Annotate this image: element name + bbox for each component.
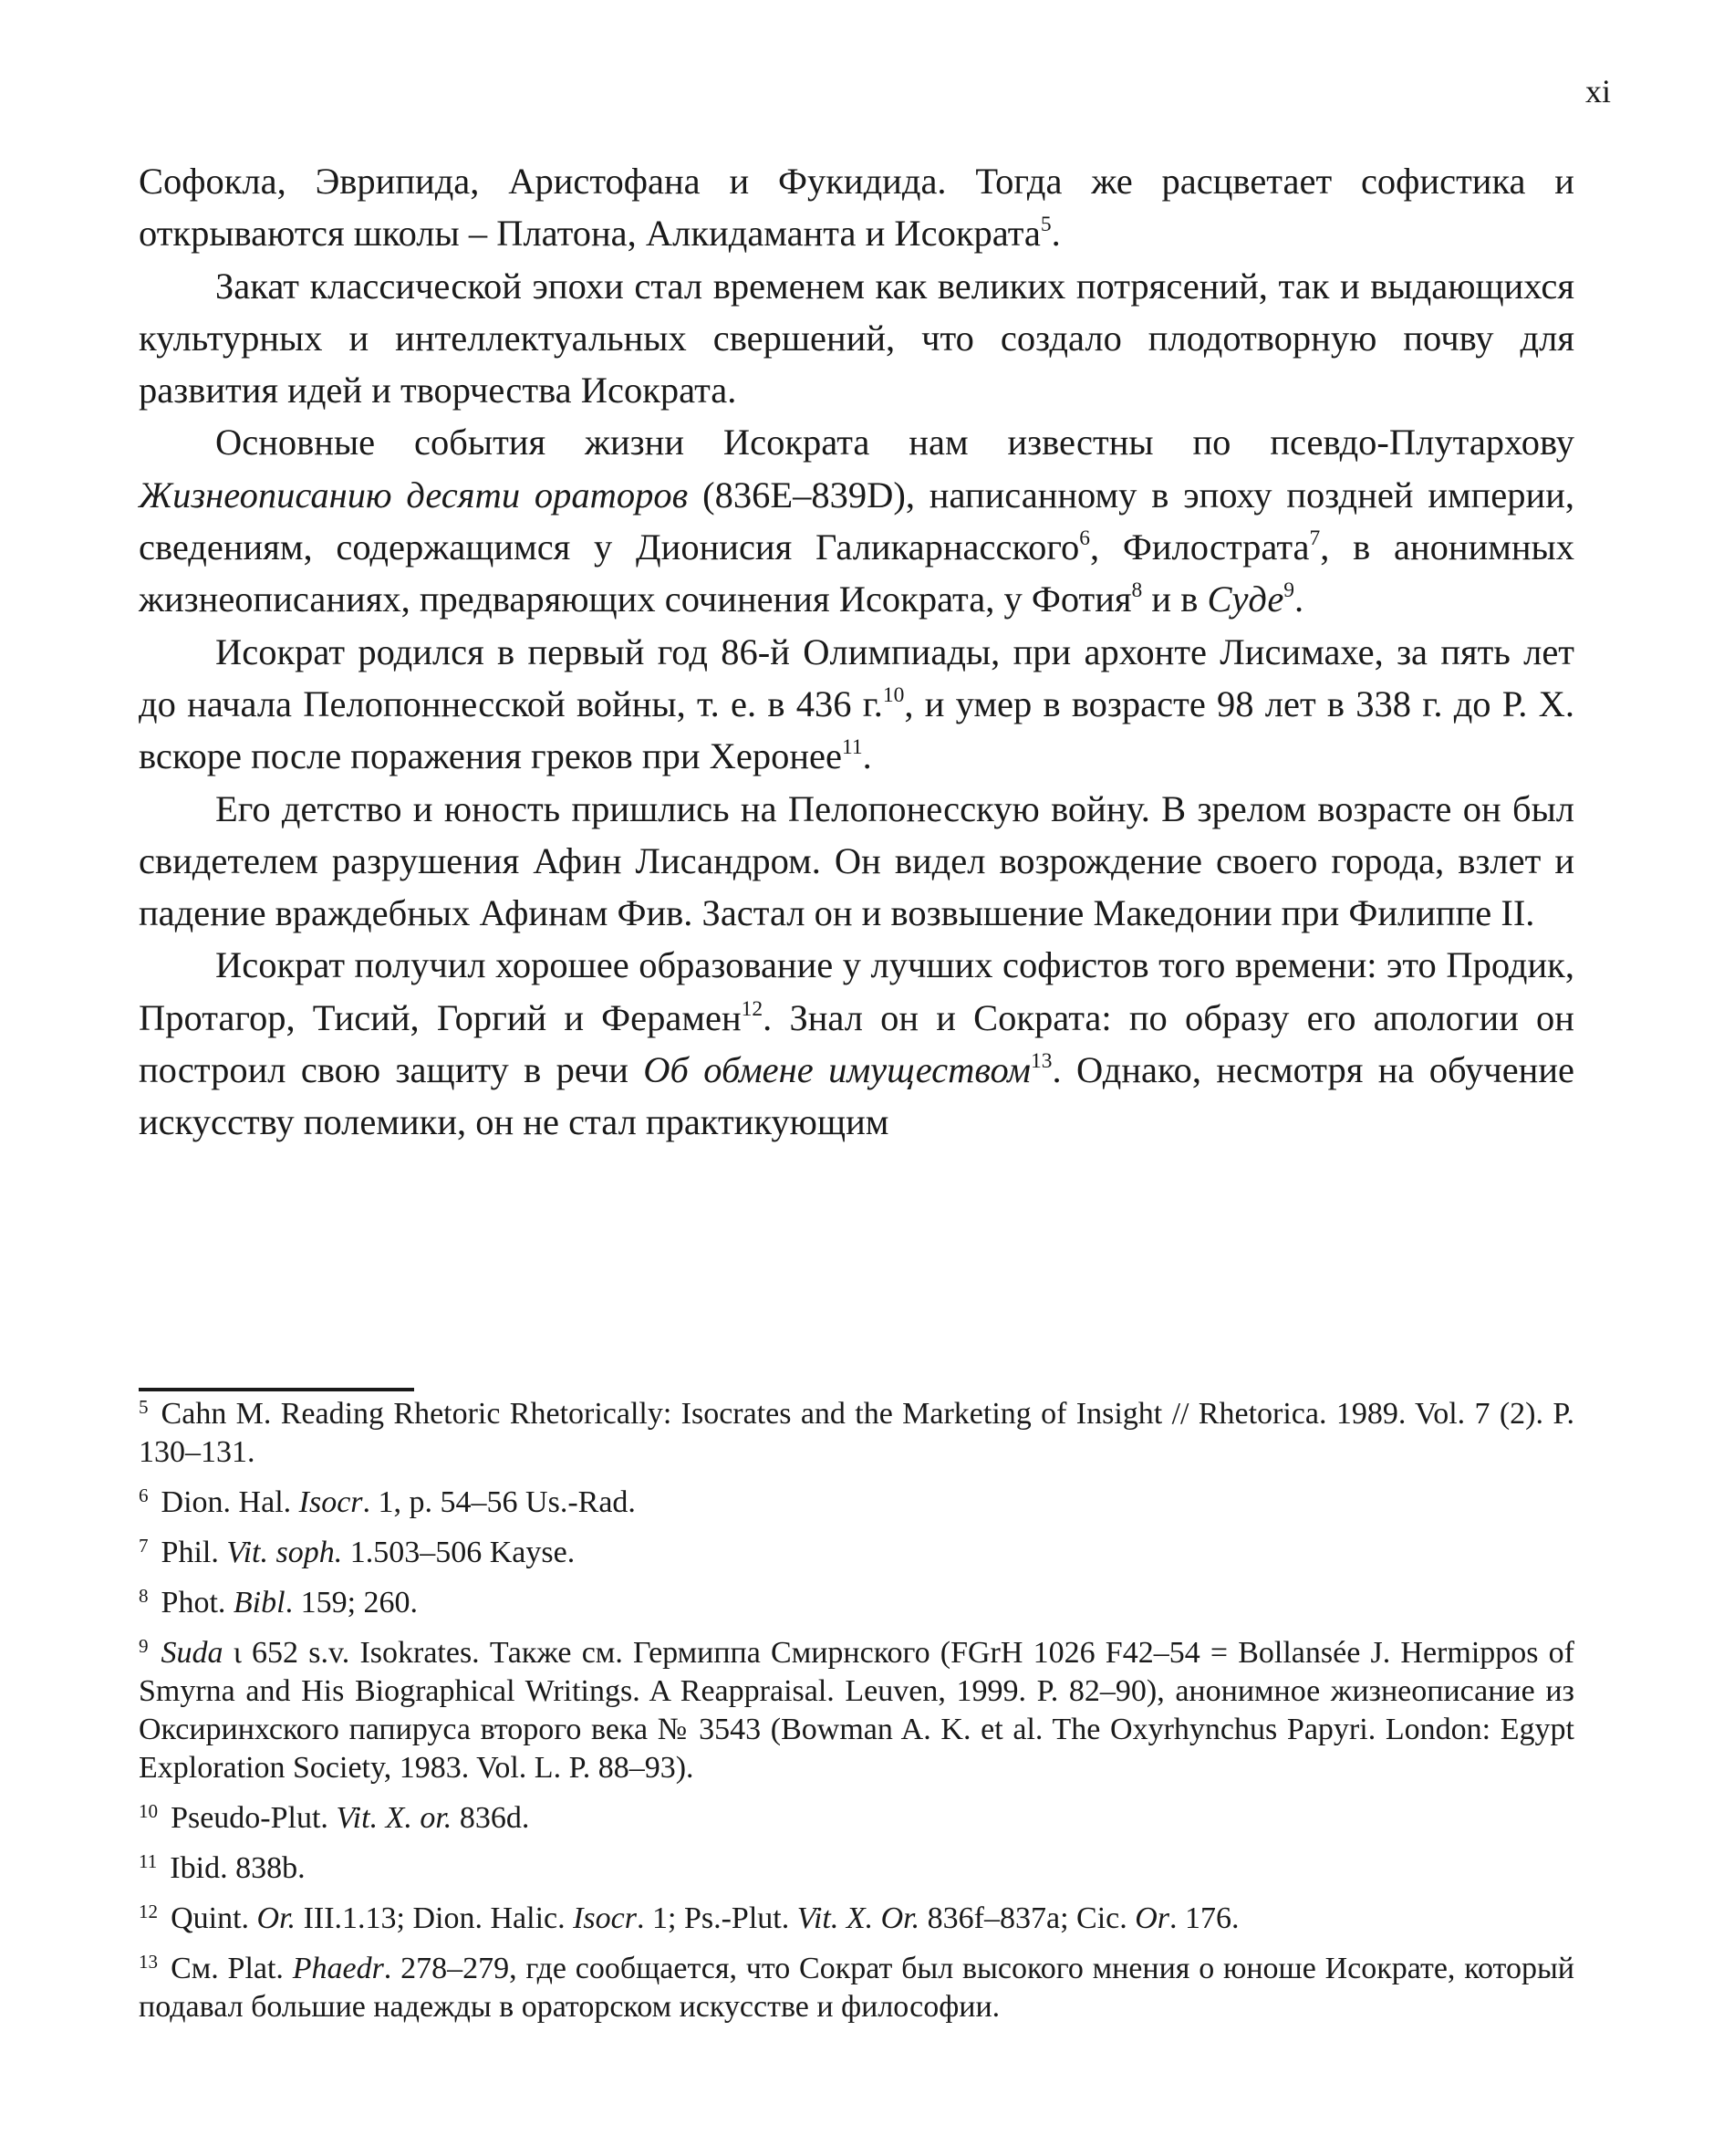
footnote-text: Phot. bbox=[161, 1586, 234, 1620]
footnote bbox=[139, 1799, 1574, 1838]
paragraph-text: . bbox=[862, 735, 872, 777]
footnote-italic-text: Isocr bbox=[573, 1901, 637, 1935]
footnote-italic-text: Vit. soph. bbox=[226, 1536, 343, 1569]
paragraph bbox=[139, 155, 1574, 260]
footnote-italic-text: Or. bbox=[256, 1901, 296, 1935]
footnote-number: 6 bbox=[139, 1484, 149, 1507]
paragraph-text: , в анонимных жизнеописаниях, предваряющих сочинения Исократа, у Фотия bbox=[139, 526, 1575, 620]
page-number: xi bbox=[1584, 73, 1611, 109]
paragraph bbox=[139, 626, 1574, 783]
footnote bbox=[139, 1634, 1574, 1787]
footnote bbox=[139, 1584, 1574, 1622]
footnote-italic-text: Or bbox=[1135, 1901, 1170, 1935]
paragraph-footnote-ref: 13 bbox=[1031, 1049, 1053, 1074]
footnote-number: 10 bbox=[139, 1800, 159, 1823]
paragraph-footnote-ref: 8 bbox=[1131, 578, 1143, 603]
paragraph-text: . bbox=[1051, 213, 1061, 255]
footnote bbox=[139, 1950, 1574, 2026]
footnote-text: См. Plat. bbox=[171, 1952, 293, 1985]
footnote-text: 836f–837a; Cic. bbox=[919, 1901, 1136, 1935]
paragraph-text: и в bbox=[1142, 578, 1208, 620]
footnote-text: III.1.13; Dion. Halic. bbox=[296, 1901, 574, 1935]
footnote bbox=[139, 1395, 1574, 1472]
paragraph-footnote-ref: 9 bbox=[1283, 578, 1295, 603]
paragraph-text: , и умер в возрасте 98 лет в 338 г. до Р. Х. вскоре после поражения греков при Херонее bbox=[139, 682, 1574, 777]
footnote-italic-text: Vit. X. Or. bbox=[796, 1901, 920, 1935]
footnote-text: Phil. bbox=[161, 1536, 227, 1569]
footnote-text: Quint. bbox=[171, 1901, 257, 1935]
footnote-text: Cahn M. Reading Rhetoric Rhetorically: Isocrates and the Marketing of Insight // Rhetorica. 1989. Vol. 7 (2). P. 130–131. bbox=[139, 1397, 1574, 1469]
footnote-number: 9 bbox=[139, 1635, 149, 1658]
footnote bbox=[139, 1534, 1574, 1572]
footnote-text: . 1; Ps.-Plut. bbox=[637, 1901, 797, 1935]
paragraph-text: (836E–839D), написанному в эпоху поздней империи, сведениям, содержащимся у Дионисия Галикарнасского bbox=[139, 474, 1574, 568]
footnote-number: 5 bbox=[139, 1396, 149, 1419]
paragraph-text: Исократ родился в первый год 86-й Олимпиады, при архонте Лисимахе, за пять лет до начала Пелопоннесской войны, т. е. в 436 г. bbox=[139, 630, 1574, 724]
paragraph-text: . bbox=[1294, 578, 1304, 620]
paragraph-footnote-ref: 12 bbox=[741, 996, 763, 1021]
footnote bbox=[139, 1900, 1574, 1938]
paragraph-footnote-ref: 6 bbox=[1079, 526, 1090, 551]
paragraph-text: . Однако, несмотря на обучение искусству полемики, он не стал практикующим bbox=[139, 1049, 1574, 1143]
paragraph-text: Основные события жизни Исократа нам известны по псевдо-Плутархову bbox=[215, 422, 1574, 463]
footnote-text: Pseudo-Plut. bbox=[171, 1801, 337, 1835]
paragraph-text: Его детство и юность пришлись на Пелопонесскую войну. В зрелом возрасте он был свидетелем разрушения Афин Лисандром. Он видел возрождение своего города, взлет и падение враждебных Афинам Фив. Застал он и возвышение Македонии при Филиппе II. bbox=[139, 787, 1574, 934]
footnote bbox=[139, 1484, 1574, 1522]
main-text bbox=[139, 155, 1574, 1149]
footnote-text: . 159; 260. bbox=[285, 1586, 419, 1620]
paragraph-text: Софокла, Эврипида, Аристофана и Фукидида. Тогда же расцветает софистика и открываются школы – Платона, Алкидаманта и Исократа bbox=[139, 161, 1574, 255]
paragraph-text: , Филострата bbox=[1089, 526, 1310, 568]
footnote-text: . 1, p. 54–56 Us.-Rad. bbox=[362, 1485, 636, 1519]
footnote bbox=[139, 1849, 1574, 1888]
footnote-italic-text: Isocr bbox=[298, 1485, 363, 1519]
paragraph bbox=[139, 260, 1574, 417]
paragraph-italic-text: Жизнеописанию десяти ораторов bbox=[139, 474, 689, 516]
footnote-number: 7 bbox=[139, 1535, 149, 1557]
footnote-text: ι 652 s.v. Isokrates. Также см. Гермиппа Смирнского (FGrH 1026 F42–54 = Bollansée J. Hermippos of Smyrna and His Biographical Writings. A Reappraisal. Leuven, 1999. P. 82–90), анонимное жизнеописание из Оксиринхского папируса второго века № 3543 (Bowman A. K. et al. The Oxyrhynchus Papyri. London: Egypt Exploration Society, 1983. Vol. L. P. 88–93). bbox=[139, 1636, 1574, 1785]
paragraph-footnote-ref: 5 bbox=[1040, 213, 1052, 237]
footnote-text: Dion. Hal. bbox=[161, 1485, 299, 1519]
paragraph-footnote-ref: 11 bbox=[842, 735, 863, 760]
footnote-italic-text: Vit. X. or. bbox=[336, 1801, 452, 1835]
footnote-text: . 278–279, где сообщается, что Сократ был высокого мнения о юноше Исократе, который подавал большие надежды в ораторском искусстве и философии. bbox=[139, 1952, 1574, 2024]
footnotes bbox=[139, 1395, 1574, 2038]
footnote-separator bbox=[139, 1388, 414, 1391]
footnote-number: 13 bbox=[139, 1951, 159, 1974]
footnote-italic-text: Bibl bbox=[233, 1586, 286, 1620]
footnote-number: 11 bbox=[139, 1850, 158, 1873]
paragraph-italic-text: Об обмене имуществом bbox=[643, 1049, 1032, 1091]
paragraph-text: Закат классической эпохи стал временем как великих потрясений, так и выдающихся культурных и интеллектуальных свершений, что создало плодотворную почву для развития идей и творчества Исократа. bbox=[139, 265, 1574, 411]
footnote-italic-text: Phaedr bbox=[292, 1952, 384, 1985]
paragraph bbox=[139, 783, 1574, 940]
footnote-number: 12 bbox=[139, 1901, 159, 1923]
paragraph-text: Исократ получил хорошее образование у лучших софистов того времени: это Продик, Протагор, Тисий, Горгий и Ферамен bbox=[139, 944, 1574, 1038]
footnote-text: . 176. bbox=[1169, 1901, 1240, 1935]
paragraph-text: . Знал он и Сократа: по образу его апологии он построил свою защиту в речи bbox=[139, 996, 1574, 1091]
paragraph bbox=[139, 939, 1574, 1148]
footnote-text: 836d. bbox=[452, 1801, 530, 1835]
paragraph bbox=[139, 416, 1574, 625]
footnote-text: 1.503–506 Kayse. bbox=[342, 1536, 576, 1569]
paragraph-italic-text: Суде bbox=[1207, 578, 1284, 620]
footnote-italic-text: Suda bbox=[161, 1636, 223, 1670]
paragraph-footnote-ref: 7 bbox=[1309, 526, 1321, 551]
footnote-number: 8 bbox=[139, 1585, 149, 1608]
footnote-text: Ibid. 838b. bbox=[170, 1851, 306, 1885]
paragraph-footnote-ref: 10 bbox=[882, 683, 905, 707]
